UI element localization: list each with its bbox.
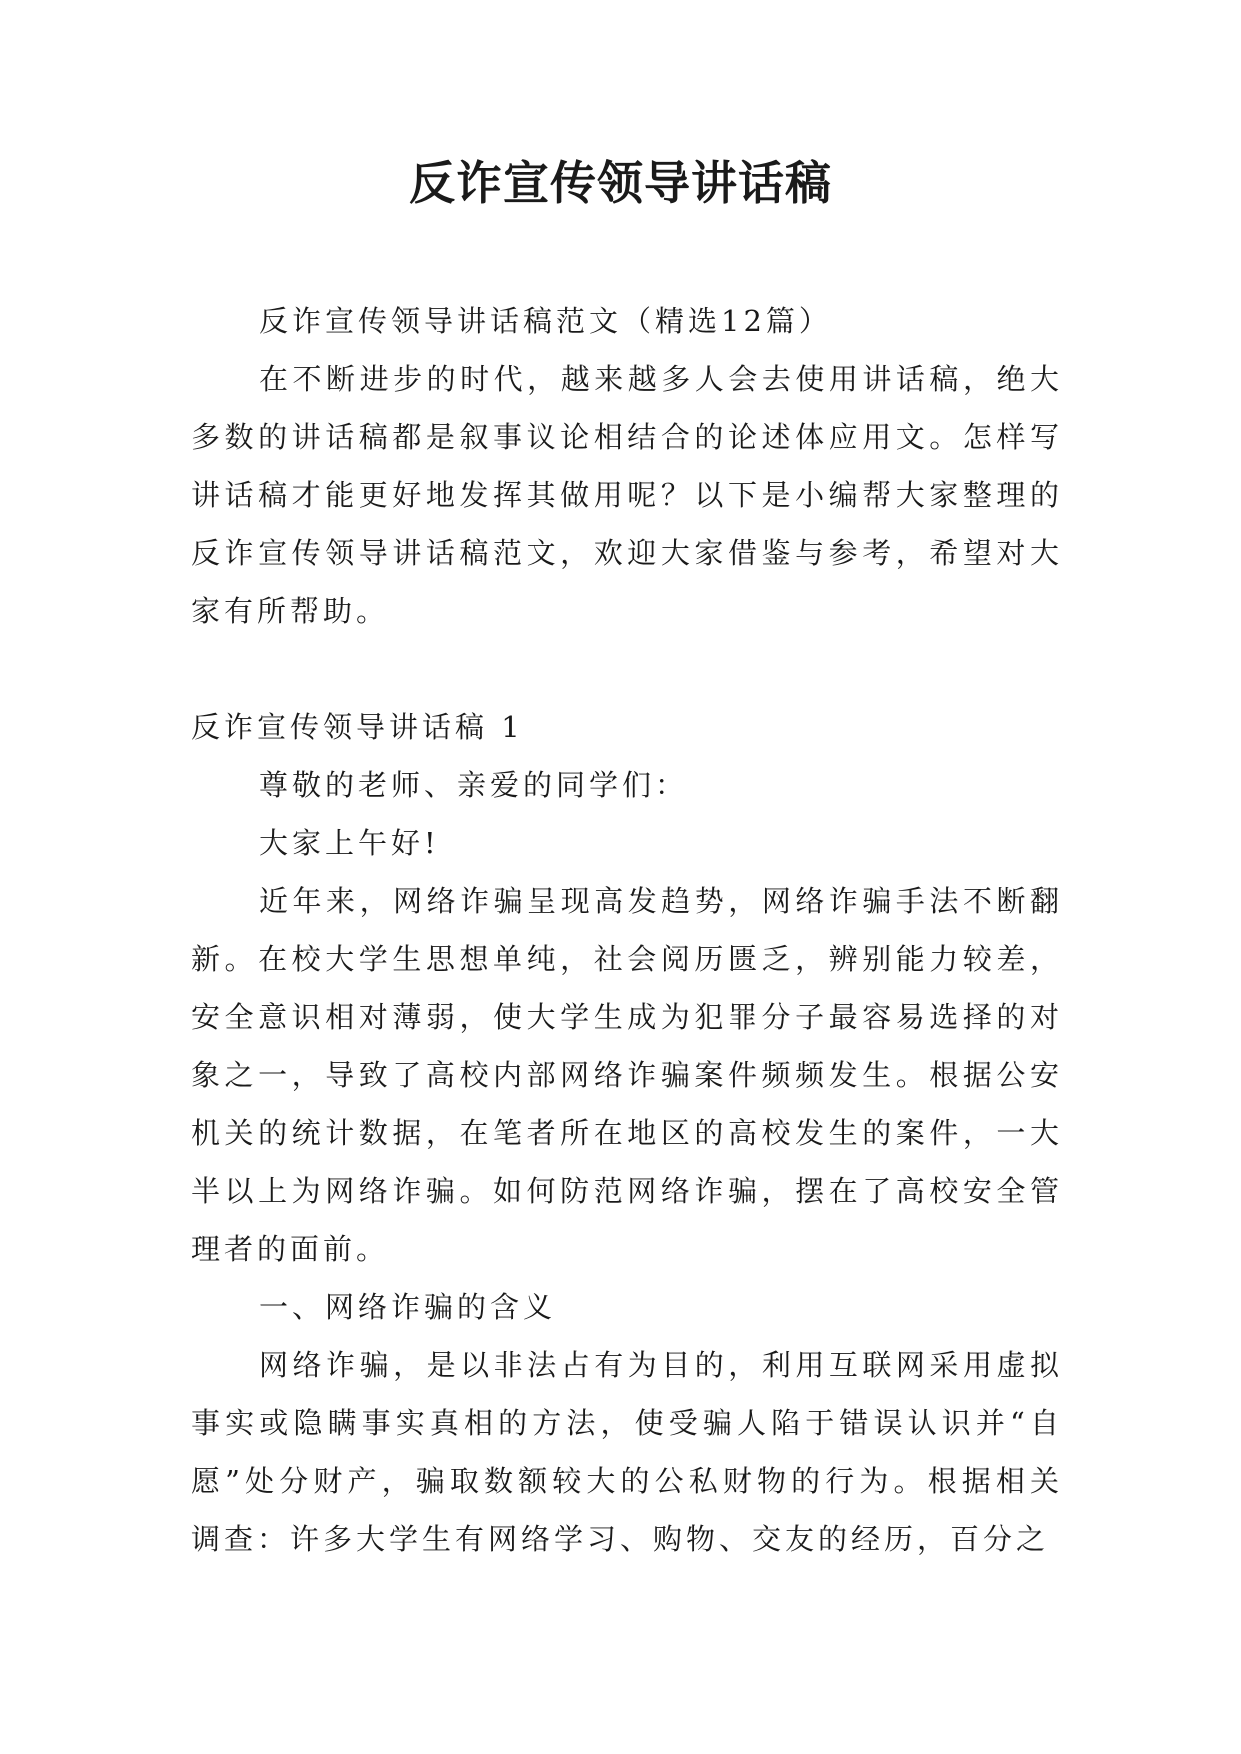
document-body <box>191 292 1063 1568</box>
paragraph-2: 网络诈骗，是以非法占有为目的，利用互联网采用虚拟事实或隐瞒事实真相的方法，使受骗人陷于错误认识并“自愿”处分财产，骗取数额较大的公私财物的行为。根据相关调查：许多大学生有网络学习、购物、交友的经历，百分之 <box>191 1348 1063 1556</box>
subheading-1: 一、网络诈骗的含义 <box>259 1290 557 1324</box>
document-title: 反诈宣传领导讲话稿 <box>409 156 832 210</box>
document-subtitle: 反诈宣传领导讲话稿范文（精选12篇） <box>259 304 832 338</box>
salutation: 尊敬的老师、亲爱的同学们： <box>259 768 689 802</box>
paragraph-1: 近年来，网络诈骗呈现高发趋势，网络诈骗手法不断翻新。在校大学生思想单纯，社会阅历匮乏，辨别能力较差，安全意识相对薄弱，使大学生成为犯罪分子最容易选择的对象之一，导致了高校内部网络诈骗案件频频发生。根据公安机关的统计数据，在笔者所在地区的高校发生的案件，一大半以上为网络诈骗。如何防范网络诈骗，摆在了高校安全管理者的面前。 <box>191 884 1063 1266</box>
greeting: 大家上午好! <box>259 826 440 860</box>
intro-paragraph: 在不断进步的时代，越来越多人会去使用讲话稿，绝大多数的讲话稿都是叙事议论相结合的论述体应用文。怎样写讲话稿才能更好地发挥其做用呢？以下是小编帮大家整理的反诈宣传领导讲话稿范文，欢迎大家借鉴与参考，希望对大家有所帮助。 <box>191 362 1063 628</box>
section-spacer <box>191 640 1063 698</box>
section-heading: 反诈宣传领导讲话稿 1 <box>191 710 524 744</box>
